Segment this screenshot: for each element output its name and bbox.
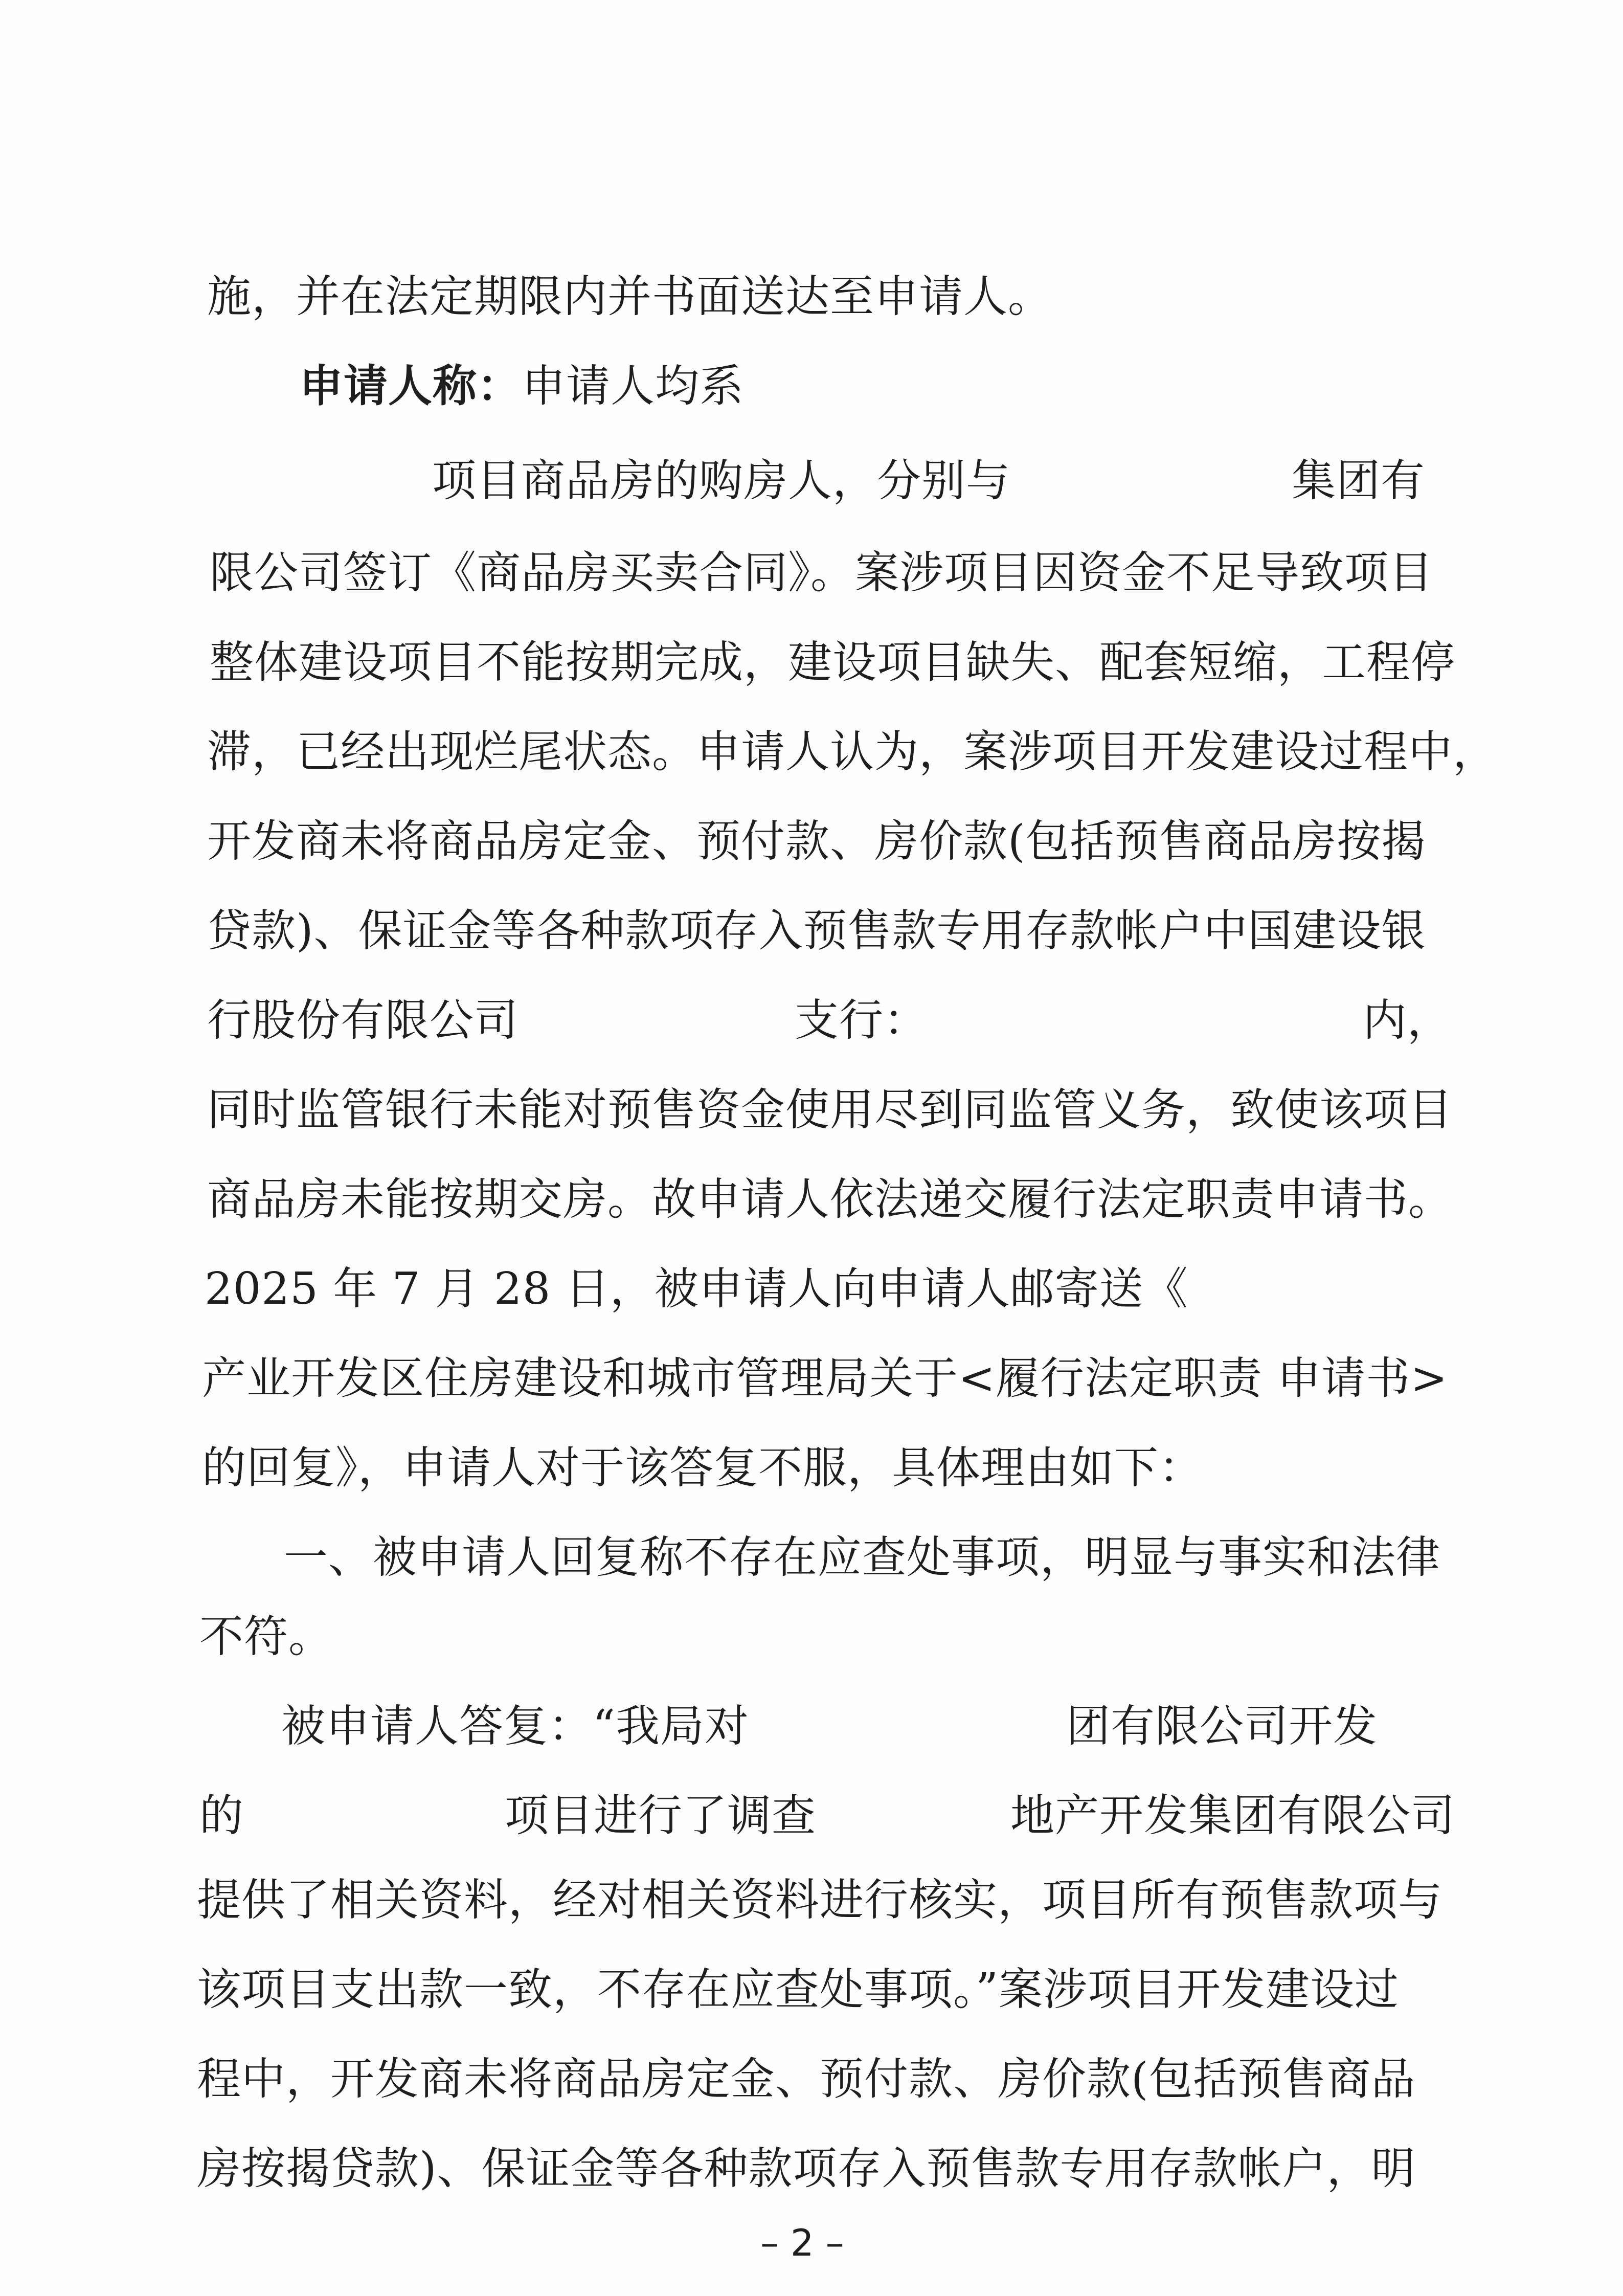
text-segment: 申请人均系 <box>522 361 744 412</box>
text-line: 限公司签订《商品房买卖合同》。案涉项目因资金不足导致项目 <box>210 547 1433 598</box>
text-segment: 项目进行了调查 <box>505 1790 816 1841</box>
text-line <box>199 1790 1455 1841</box>
text-line: 整体建设项目不能按期完成，建设项目缺失、配套短缩，工程停 <box>210 637 1455 688</box>
text-line: 2025 年 7 月 28 日，被申请人向申请人邮寄送《 <box>205 1263 1188 1314</box>
section-heading: 申请人称： <box>299 361 522 412</box>
text-line: 的回复》，申请人对于该答复不服，具体理由如下： <box>202 1442 1203 1493</box>
text-line: 贷款)、保证金等各种款项存入预售款专用存款帐户中国建设银 <box>207 905 1426 956</box>
text-segment: 支行： <box>795 995 928 1046</box>
text-line <box>299 361 744 412</box>
text-line: 产业开发区住房建设和城市管理局关于<履行法定职责 申请书> <box>202 1353 1448 1404</box>
text-line <box>207 995 1452 1046</box>
text-line: 该项目支出款一致，不存在应查处事项。”案涉项目开发建设过 <box>197 1964 1399 2015</box>
text-line: 不符。 <box>199 1611 333 1662</box>
text-segment: 被申请人答复：“我局对 <box>281 1701 749 1752</box>
text-line: 开发商未将商品房定金、预付款、房价款(包括预售商品房按揭 <box>207 816 1426 867</box>
text-line <box>432 455 1425 506</box>
text-segment: 行股份有限公司 <box>207 995 519 1046</box>
page-number: – 2 – <box>760 2221 844 2264</box>
text-line: 商品房未能按期交房。故申请人依法递交履行法定职责申请书。 <box>207 1174 1453 1225</box>
text-line: 房按揭贷款)、保证金等各种款项存入预售款专用存款帐户，明 <box>197 2143 1416 2194</box>
text-line: 滞，已经出现烂尾状态。申请人认为，案涉项目开发建设过程中， <box>207 726 1497 777</box>
text-line: 程中，开发商未将商品房定金、预付款、房价款(包括预售商品 <box>197 2054 1416 2105</box>
text-segment: 团有限公司开发 <box>1066 1701 1378 1752</box>
text-line <box>281 1701 1378 1752</box>
text-segment: 项目商品房的购房人，分别与 <box>432 455 1010 506</box>
text-segment: 集团有 <box>1292 455 1425 506</box>
text-line: 一、被申请人回复称不存在应查处事项，明显与事实和法律 <box>284 1532 1440 1583</box>
text-segment: 内， <box>1363 995 1452 1046</box>
text-line: 提供了相关资料，经对相关资料进行核实，项目所有预售款项与 <box>197 1875 1442 1926</box>
text-segment: 地产开发集团有限公司 <box>1010 1790 1455 1841</box>
text-line: 同时监管银行未能对预售资金使用尽到同监管义务，致使该项目 <box>207 1084 1453 1135</box>
text-line: 施，并在法定期限内并书面送达至申请人。 <box>207 271 1052 322</box>
text-segment: 的 <box>199 1790 244 1841</box>
